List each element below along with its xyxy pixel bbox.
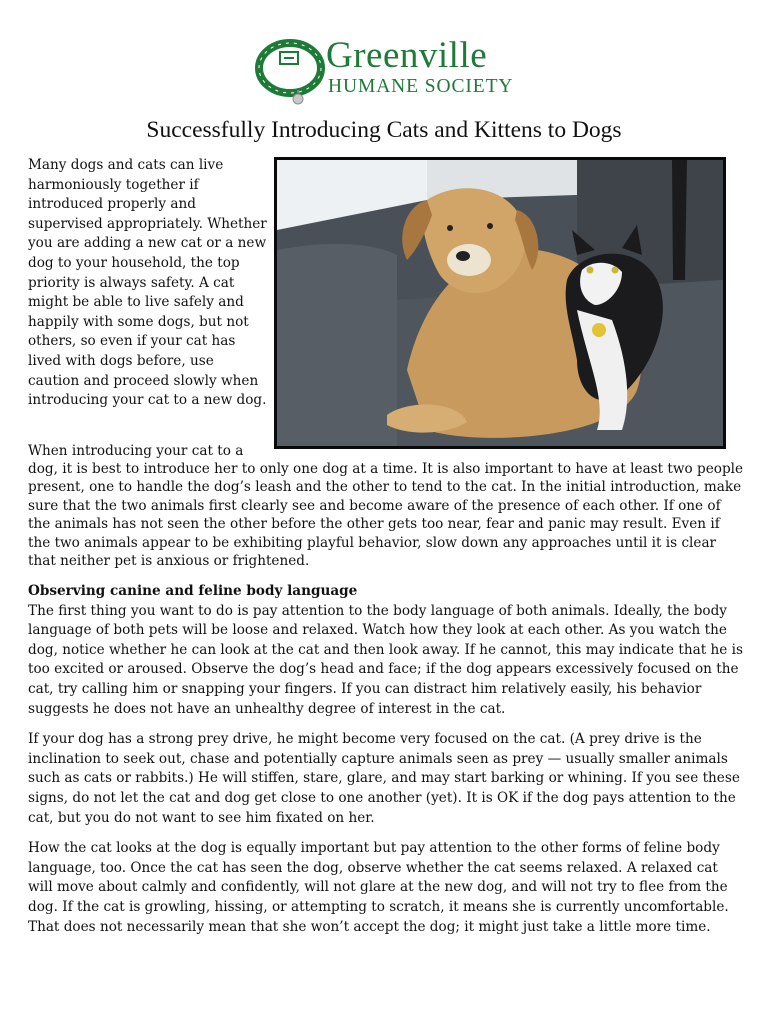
paragraph-2-rest: dog, it is best to introduce her to only one dog at a time. It is also important to have at least two people present, one to handle the dog’s leash and the other to tend to the cat. In the initial introduction, make sure that the two animals first clearly see and become aware of the presence of each other. If one of the animals has not seen the other before the other gets too near, fear and panic may result. Even if the two animals appear to be exhibiting playful behavior, slow down any approaches until it is clear that neither pet is anxious or frightened. [28,461,744,570]
collar-icon [254,36,328,108]
section-paragraph: The first thing you want to do is pay attention to the body language of both animals. Ideally, the body language of both pets will be loose and relaxed. Watch how they look at each other. As you watch the dog, notice whether he can look at the cat and then look away. If he cannot, this may indicate that he is too excited or aroused. Observe the dog’s head and face; if the dog appears excessively focused on the cat, try calling him or snapping your fingers. If you can distract him relatively easily, his behavior suggests he does not have an unhealthy degree of interest in the cat. [28,602,743,717]
dog-and-cat-photo [274,157,726,449]
organization-logo [254,36,516,108]
section-paragraph: How the cat looks at the dog is equally important but pay attention to the other forms of feline body language, too. Once the cat has seen the dog, observe whether the cat seems relaxed. A relaxed cat will move about calmly and confidently, will not glare at the new dog, and will not try to flee from the dog. If the cat is growling, hissing, or attempting to scratch, it means she is currently uncomfortable. That does not necessarily mean that she won’t accept the dog; it might just take a little more time. [28,840,729,935]
body-language-section [28,582,744,948]
section-heading: Observing canine and feline body language [28,583,358,599]
paragraph-2-start: When introducing your cat to a [28,443,244,459]
page-title: Successfully Introducing Cats and Kittens to Dogs [146,117,622,143]
section-paragraph: If your dog has a strong prey drive, he might become very focused on the cat. (A prey drive is the inclination to seek out, chase and potentially capture animals seen as prey — usually smaller animals such as cats or rabbits.) He will stiffen, stare, glare, and may start barking or whining. If you see these signs, do not let the cat and dog get close to one another (yet). It is OK if the dog pays attention to the cat, but you do not want to see him fixated on her. [28,731,740,826]
org-name: Greenville [326,35,488,76]
org-subtitle: HUMANE SOCIETY [328,76,514,97]
intro-paragraph: Many dogs and cats can live harmoniously together if introduced properly and supervised appropriately. Whether you are adding a new cat or a new dog to your household, the top priority is always safety. A cat might be able to live safely and happily with some dogs, but not others, so even if your cat has lived with dogs before, use caution and proceed slowly when introducing your cat to a new dog. [28,157,267,409]
